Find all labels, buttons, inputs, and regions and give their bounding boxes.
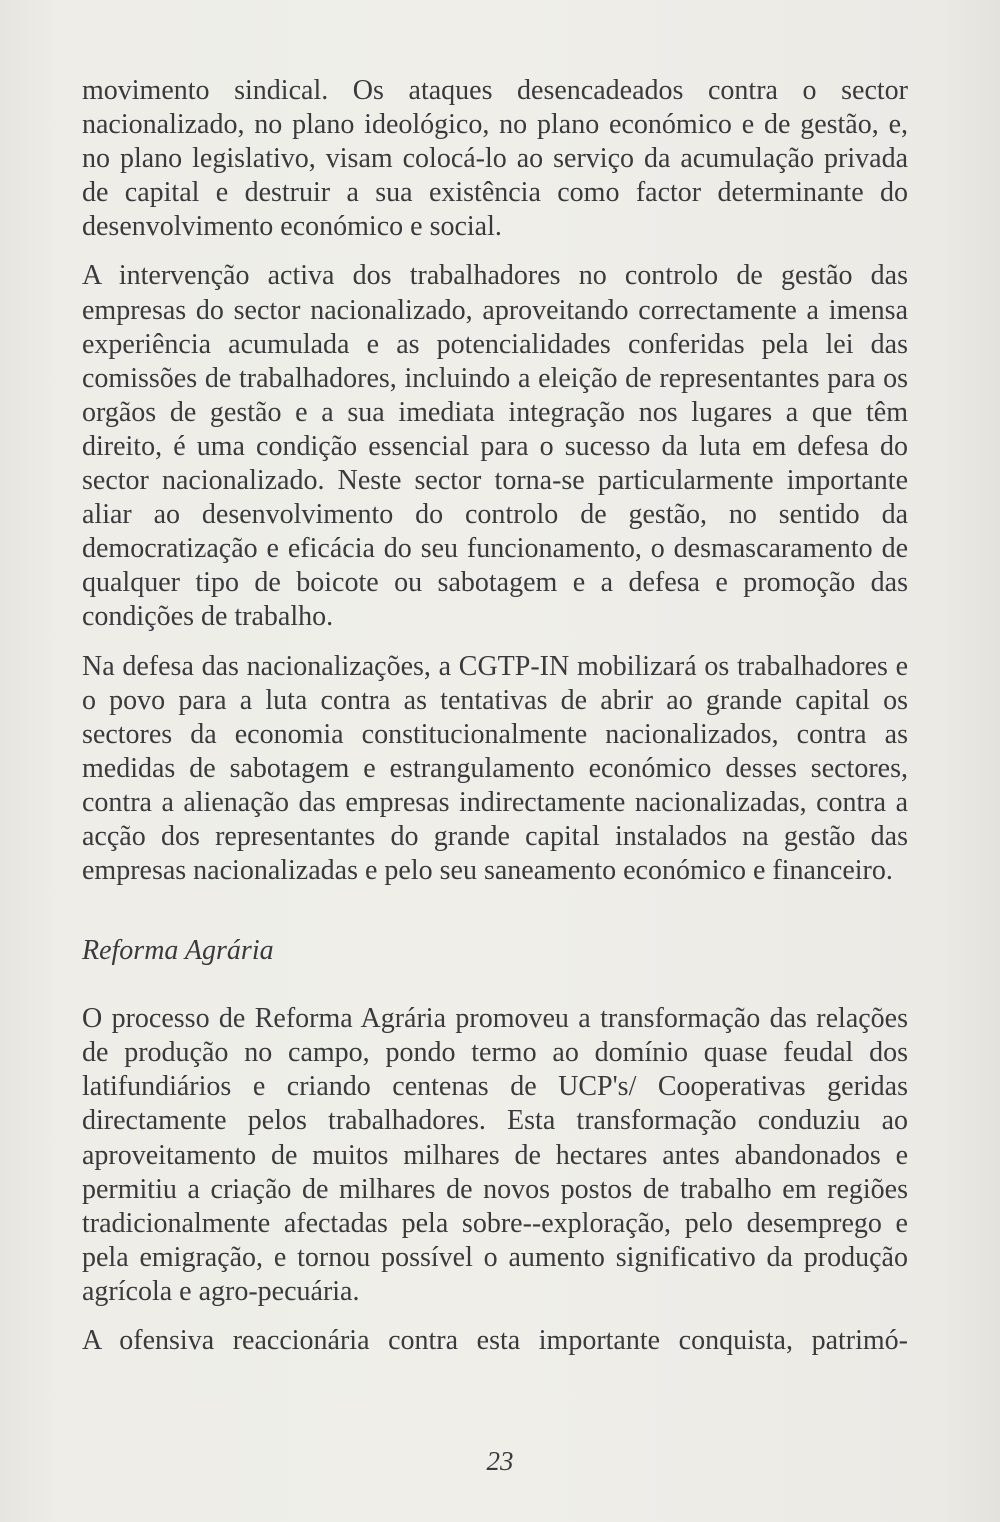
paragraph-sector-attacks: movimento sindical. Os ataques desencadeados contra o sector nacionalizado, no plano ideológico, no plano económico e de gestão, e, no plano legislativo, visam colocá-lo ao serviço da acumulação privada de capital e destruir a sua existência como factor determinante do desenvolvimento económico e social. (82, 75, 908, 243)
paragraph-workers-intervention: A intervenção activa dos trabalhadores no controlo de gestão das empresas do sector nacionalizado, aproveitando correctamente a imensa experiência acumulada e as potencialidades conferidas pela lei das comissões de trabalhadores, incluindo a eleição de representantes para os orgãos de gestão e a sua imediata integração nos lugares a que têm direito, é uma condição essencial para o sucesso da luta em defesa do sector nacionalizado. Neste sector torna-se particularmente importante aliar ao desenvolvimento do controlo de gestão, no sentido da democratização e eficácia do seu funcionamento, o desmascaramento de qualquer tipo de boicote ou sabotagem e a defesa e promoção das condições de trabalho. (82, 260, 908, 633)
section-heading: Reforma Agrária (82, 935, 274, 967)
paragraph-agrarian-reform: O processo de Reforma Agrária promoveu a transformação das relações de produção no campo, pondo termo ao domínio quase feudal dos latifundiários e criando centenas de UCP's/ Cooperativas geridas directamente pelos trabalhadores. Esta transformação conduziu ao aproveitamento de muitos milhares de hectares antes abandonados e permitiu a criação de milhares de novos postos de trabalho em regiões tradicionalmente afectadas pela sobre--exploração, pelo desemprego e pela emigração, e tornou possível o aumento significativo da produção agrícola e agro-pecuária. (82, 1003, 908, 1307)
paragraph-nationalizations-defense: Na defesa das nacionalizações, a CGTP-IN mobilizará os trabalhadores e o povo para a luta contra as tentativas de abrir ao grande capital os sectores da economia constitucionalmente nacionalizados, contra as medidas de sabotagem e estrangulamento económico desses sectores, contra a alienação das empresas indirectamente nacionalizadas, contra a acção dos representantes do grande capital instalados na gestão das empresas nacionalizadas e pelo seu saneamento económico e financeiro. (82, 650, 908, 887)
page-number: 23 (486, 1446, 514, 1476)
page-body (82, 74, 908, 1373)
paragraph-reactionary-offensive: A ofensiva reaccionária contra esta importante conquista, patrimó- (82, 1325, 908, 1356)
